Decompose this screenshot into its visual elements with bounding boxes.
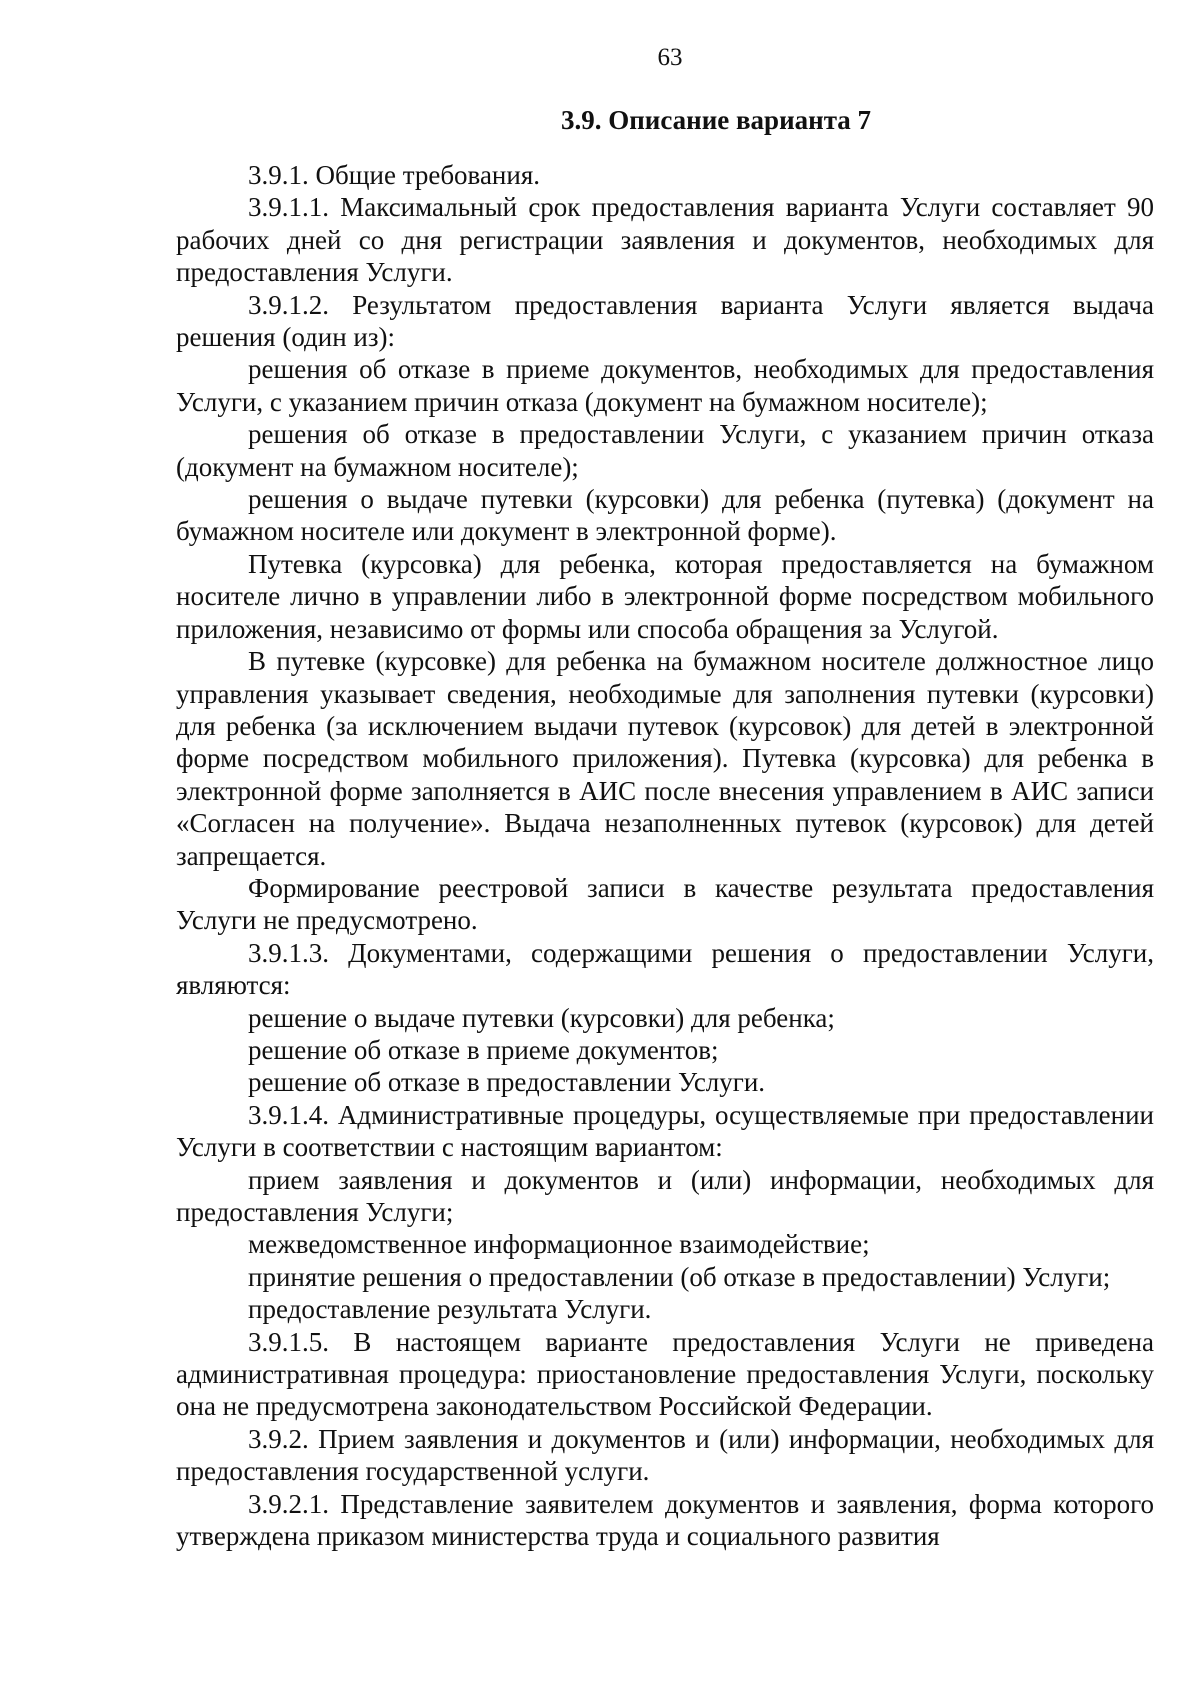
paragraph: межведомственное информационное взаимодействие; (248, 1229, 870, 1260)
paragraph: 3.9.1. Общие требования. (248, 160, 541, 190)
paragraph: 3.9.2.1. Представление заявителем документов и заявления, форма которого утверждена приказом министерства труда и социального развития (176, 1488, 1154, 1552)
paragraph: 3.9.1.4. Административные процедуры, осуществляемые при предоставлении Услуги в соответствии с настоящим вариантом: (176, 1099, 1154, 1163)
page-number: 63 (657, 44, 683, 71)
paragraph: решения об отказе в приеме документов, необходимых для предоставления Услуги, с указанием причин отказа (документ на бумажном носителе); (176, 354, 1154, 417)
paragraph: решение об отказе в приеме документов; (248, 1034, 719, 1065)
paragraph: 3.9.2. Прием заявления и документов и (или) информации, необходимых для предоставления государственной услуги. (176, 1423, 1154, 1487)
paragraph: решение о выдаче путевки (курсовки) для ребенка; (248, 1002, 835, 1033)
paragraph: Путевка (курсовка) для ребенка, которая предоставляется на бумажном носителе лично в управлении либо в электронной форме посредством мобильного приложения, независимо от формы или способа обращения за Услугой. (176, 548, 1154, 644)
paragraph: прием заявления и документов и (или) информации, необходимых для предоставления Услуги; (176, 1164, 1154, 1227)
paragraph: 3.9.1.1. Максимальный срок предоставления варианта Услуги составляет 90 рабочих дней со дня регистрации заявления и документов, необходимых для предоставления Услуги. (176, 192, 1154, 288)
paragraph: предоставление результата Услуги. (248, 1294, 652, 1325)
paragraph: решение об отказе в предоставлении Услуги. (248, 1067, 766, 1098)
section-heading: 3.9. Описание варианта 7 (560, 105, 872, 135)
paragraph: Формирование реестровой записи в качестве результата предоставления Услуги не предусмотрено. (176, 872, 1154, 936)
document-body (176, 104, 1154, 1552)
paragraph: решения о выдаче путевки (курсовки) для ребенка (путевка) (документ на бумажном носителе или документ в электронной форме). (176, 484, 1154, 547)
paragraph: 3.9.1.2. Результатом предоставления варианта Услуги является выдача решения (один из): (176, 289, 1154, 353)
paragraph: В путевке (курсовке) для ребенка на бумажном носителе должностное лицо управления указывает сведения, необходимые для заполнения путевки (курсовки) для ребенка (за исключением выдачи путевок (курсовок) для детей в электронной форме посредством мобильного приложения). Путевка (курсовка) для ребенка в электронной форме заполняется в АИС после внесения управлением в АИС записи «Согласен на получение». Выдача незаполненных путевок (курсовок) для детей запрещается. (176, 646, 1154, 871)
paragraph: принятие решения о предоставлении (об отказе в предоставлении) Услуги; (248, 1261, 1111, 1292)
paragraph: 3.9.1.5. В настоящем варианте предоставления Услуги не приведена административная процедура: приостановление предоставления Услуги, поскольку она не предусмотрена законодательством Российской Федерации. (176, 1326, 1154, 1422)
paragraph: 3.9.1.3. Документами, содержащими решения о предоставлении Услуги, являются: (176, 937, 1154, 1001)
paragraph: решения об отказе в предоставлении Услуги, с указанием причин отказа (документ на бумажном носителе); (176, 419, 1154, 482)
